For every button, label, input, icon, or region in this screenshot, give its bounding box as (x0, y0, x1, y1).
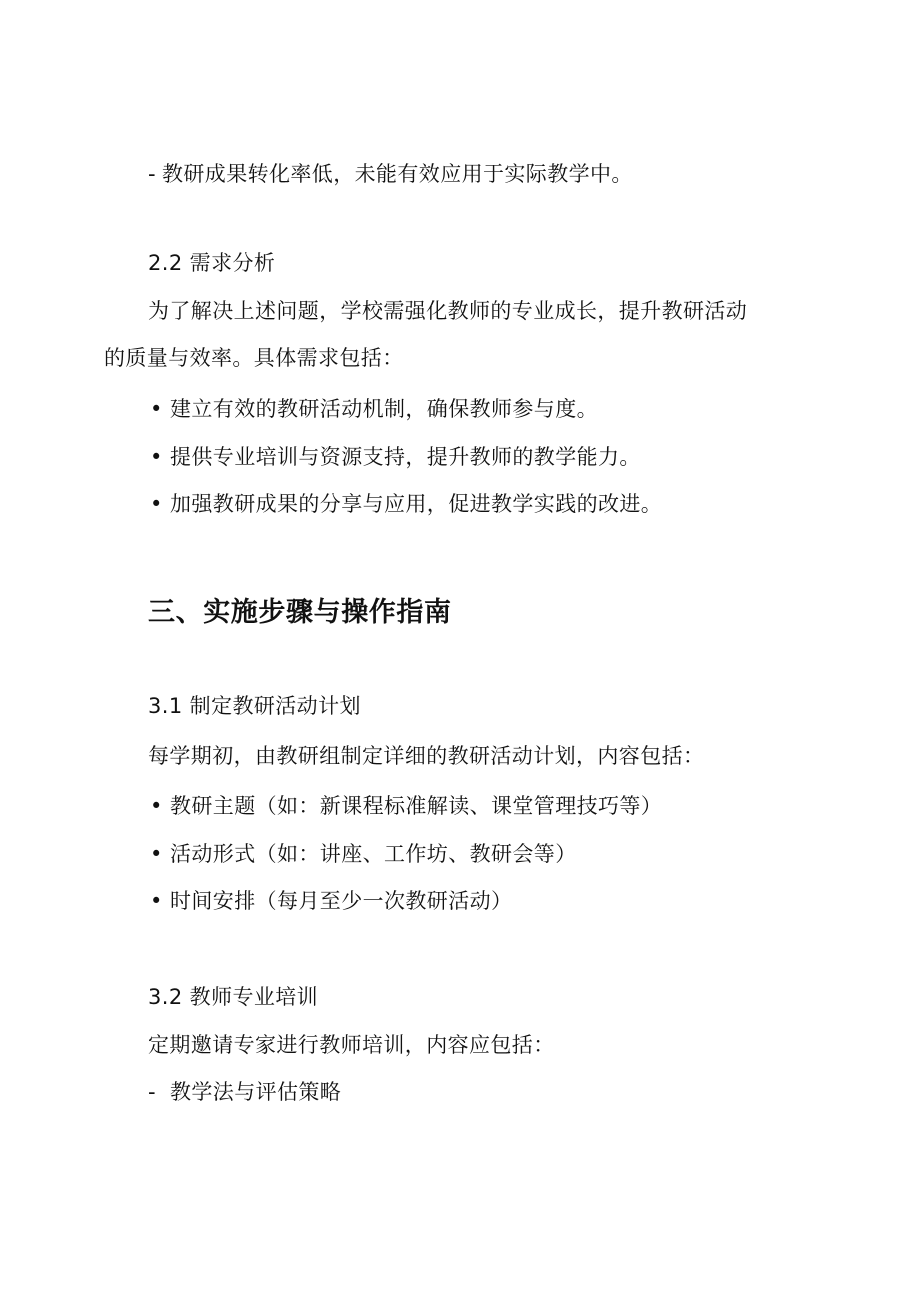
section-3-1-title: 3.1 制定教研活动计划 (148, 694, 361, 718)
bullet-marker: • (150, 445, 163, 469)
bullet-marker: • (150, 889, 163, 913)
bullet-marker: • (150, 794, 163, 818)
section-3-2-item-1 (148, 1078, 341, 1106)
section-3-heading: 三、实施步骤与操作指南 (148, 597, 452, 628)
section-2-2-bullet-3 (150, 490, 662, 518)
bullet-text: 提供专业培训与资源支持，提升教师的教学能力。 (170, 445, 641, 469)
section-3-2-paragraph: 定期邀请专家进行教师培训，内容应包括： (148, 1033, 555, 1057)
section-2-2-paragraph-line1: 为了解决上述问题，学校需强化教师的专业成长，提升教研活动 (148, 299, 748, 323)
section-3-1-paragraph: 每学期初，由教研组制定详细的教研活动计划，内容包括： (148, 744, 705, 768)
section-3-1-bullet-2 (150, 840, 577, 868)
bullet-text: 教研主题（如：新课程标准解读、课堂管理技巧等） (170, 794, 663, 818)
intro-item-text: 教研成果转化率低，未能有效应用于实际教学中。 (162, 162, 633, 186)
bullet-text: 活动形式（如：讲座、工作坊、教研会等） (170, 842, 577, 866)
item-text: 教学法与评估策略 (170, 1080, 342, 1104)
bullet-marker: • (150, 842, 163, 866)
section-3-2-title: 3.2 教师专业培训 (148, 985, 319, 1009)
section-2-2-bullet-1 (150, 395, 598, 423)
section-2-2-bullet-2 (150, 443, 641, 471)
intro-list-item (148, 160, 633, 188)
bullet-marker: • (150, 397, 163, 421)
section-3-1-bullet-1 (150, 792, 662, 820)
dash-marker: - (148, 1080, 156, 1104)
bullet-marker: • (150, 492, 163, 516)
section-2-2-paragraph-line2: 的质量与效率。具体需求包括： (104, 346, 404, 370)
dash-marker: - (148, 162, 156, 186)
section-3-1-bullet-3 (150, 887, 512, 915)
bullet-text: 时间安排（每月至少一次教研活动） (170, 889, 513, 913)
section-2-2-title: 2.2 需求分析 (148, 251, 276, 275)
bullet-text: 建立有效的教研活动机制，确保教师参与度。 (170, 397, 598, 421)
bullet-text: 加强教研成果的分享与应用，促进教学实践的改进。 (170, 492, 663, 516)
